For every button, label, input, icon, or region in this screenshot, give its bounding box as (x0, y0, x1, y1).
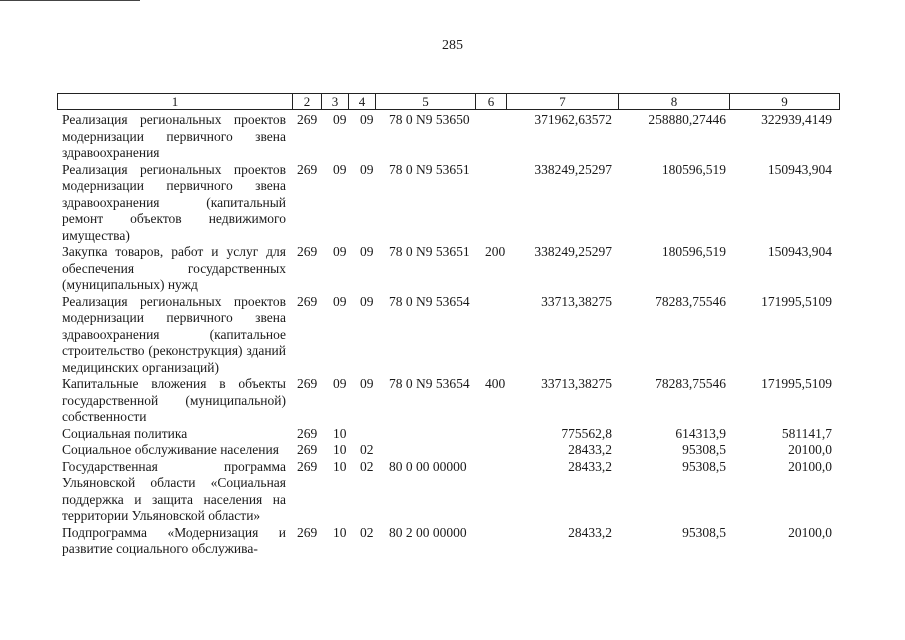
cell-ministry: 269 (297, 112, 318, 127)
table-row (0, 442, 905, 459)
header-col-3: 3 (322, 94, 349, 110)
row-name: Подпрограмма «Модернизация и развитие социального обслужива- (62, 524, 286, 556)
table-header (57, 93, 840, 110)
row-name: Закупка товаров, работ и услуг для обеспечения государственных (муниципальных) нужд (62, 244, 286, 292)
page-number: 285 (442, 38, 463, 53)
cell-ministry: 269 (297, 293, 318, 309)
cell-ministry: 269 (297, 458, 318, 474)
cell-target-code: 78 0 N9 53654 (389, 293, 470, 309)
cell-ministry: 269 (297, 524, 318, 540)
cell-amount-col8: 614313,9 (675, 425, 726, 441)
cell-amount-col9: 171995,5109 (761, 376, 832, 391)
cell-amount-col9: 581141,7 (781, 425, 832, 441)
header-col-9: 9 (730, 94, 840, 110)
cell-amount-col8: 95308,5 (682, 524, 726, 540)
cell-ministry: 269 (297, 425, 318, 441)
table-row (0, 376, 905, 426)
cell-amount-col8: 95308,5 (682, 458, 726, 474)
cell-section: 09 (333, 244, 347, 259)
scan-edge-line (0, 0, 140, 5)
cell-subsection: 09 (360, 161, 374, 177)
cell-amount-col7: 338249,25297 (534, 244, 612, 259)
cell-target-code: 80 0 00 00000 (389, 458, 467, 474)
cell-section: 09 (333, 161, 347, 177)
cell-amount-col8: 78283,75546 (655, 376, 726, 391)
header-col-7: 7 (507, 94, 619, 110)
cell-amount-col9: 150943,904 (767, 244, 832, 259)
header-col-6: 6 (476, 94, 507, 110)
table-row (0, 244, 905, 294)
cell-amount-col8: 180596,519 (661, 161, 726, 177)
cell-ministry: 269 (297, 376, 318, 391)
cell-amount-col9: 20100,0 (788, 458, 832, 474)
table-row (0, 459, 905, 525)
cell-section: 09 (333, 293, 347, 309)
cell-amount-col7: 28433,2 (568, 524, 612, 540)
row-name: Государственная программа Ульяновской области «Социальная поддержка и защита населения на территории Ульяновской области» (62, 458, 286, 523)
table-row (0, 294, 905, 377)
cell-amount-col8: 95308,5 (682, 442, 726, 457)
cell-subsection: 09 (360, 112, 374, 127)
header-col-1: 1 (58, 94, 293, 110)
cell-subsection: 09 (360, 293, 374, 309)
cell-subsection: 02 (360, 442, 374, 457)
cell-target-code: 78 0 N9 53651 (389, 244, 470, 259)
cell-target-code: 78 0 N9 53650 (389, 112, 470, 127)
cell-expense-type: 200 (485, 244, 506, 259)
cell-section: 10 (333, 524, 347, 540)
table-row (0, 162, 905, 245)
cell-amount-col9: 20100,0 (788, 524, 832, 540)
cell-amount-col7: 338249,25297 (534, 161, 612, 177)
cell-ministry: 269 (297, 161, 318, 177)
table-row (0, 112, 905, 162)
cell-target-code: 80 2 00 00000 (389, 524, 467, 540)
cell-amount-col7: 33713,38275 (541, 376, 612, 391)
row-name: Реализация региональных проектов модернизации первичного звена здравоохранения (62, 112, 286, 160)
cell-subsection: 02 (360, 458, 374, 474)
cell-amount-col9: 150943,904 (767, 161, 832, 177)
cell-amount-col7: 28433,2 (568, 458, 612, 474)
row-name: Социальное обслуживание населения (62, 442, 279, 457)
cell-ministry: 269 (297, 244, 318, 259)
header-col-5: 5 (376, 94, 476, 110)
cell-amount-col9: 322939,4149 (761, 112, 832, 127)
cell-section: 10 (333, 442, 347, 457)
cell-amount-col7: 28433,2 (568, 442, 612, 457)
header-col-2: 2 (293, 94, 322, 110)
cell-amount-col7: 371962,63572 (534, 112, 612, 127)
row-name: Капитальные вложения в объекты государственной (муниципальной) собственности (62, 376, 286, 424)
row-name: Реализация региональных проектов модернизации первичного звена здравоохранения (капитальное строительство (реконструкция) зданий медицинских организаций) (62, 293, 286, 375)
header-col-4: 4 (349, 94, 376, 110)
cell-amount-col8: 258880,27446 (648, 112, 726, 127)
table-row (0, 426, 905, 443)
cell-amount-col9: 20100,0 (788, 442, 832, 457)
cell-section: 10 (333, 425, 347, 441)
cell-subsection: 09 (360, 244, 374, 259)
cell-amount-col9: 171995,5109 (761, 293, 832, 309)
table-row (0, 525, 905, 558)
cell-subsection: 02 (360, 524, 374, 540)
budget-table-body (0, 112, 905, 558)
row-name: Реализация региональных проектов модернизации первичного звена здравоохранения (капитальный ремонт объектов недвижимого имущества) (62, 161, 286, 243)
cell-section: 10 (333, 458, 347, 474)
cell-target-code: 78 0 N9 53651 (389, 161, 470, 177)
cell-expense-type: 400 (485, 376, 506, 391)
cell-subsection: 09 (360, 376, 374, 391)
cell-amount-col8: 180596,519 (661, 244, 726, 259)
cell-amount-col7: 33713,38275 (541, 293, 612, 309)
cell-target-code: 78 0 N9 53654 (389, 376, 470, 391)
cell-section: 09 (333, 112, 347, 127)
cell-amount-col7: 775562,8 (561, 425, 612, 441)
cell-section: 09 (333, 376, 347, 391)
header-col-8: 8 (619, 94, 730, 110)
cell-amount-col8: 78283,75546 (655, 293, 726, 309)
row-name: Социальная политика (62, 425, 188, 441)
cell-ministry: 269 (297, 442, 318, 457)
